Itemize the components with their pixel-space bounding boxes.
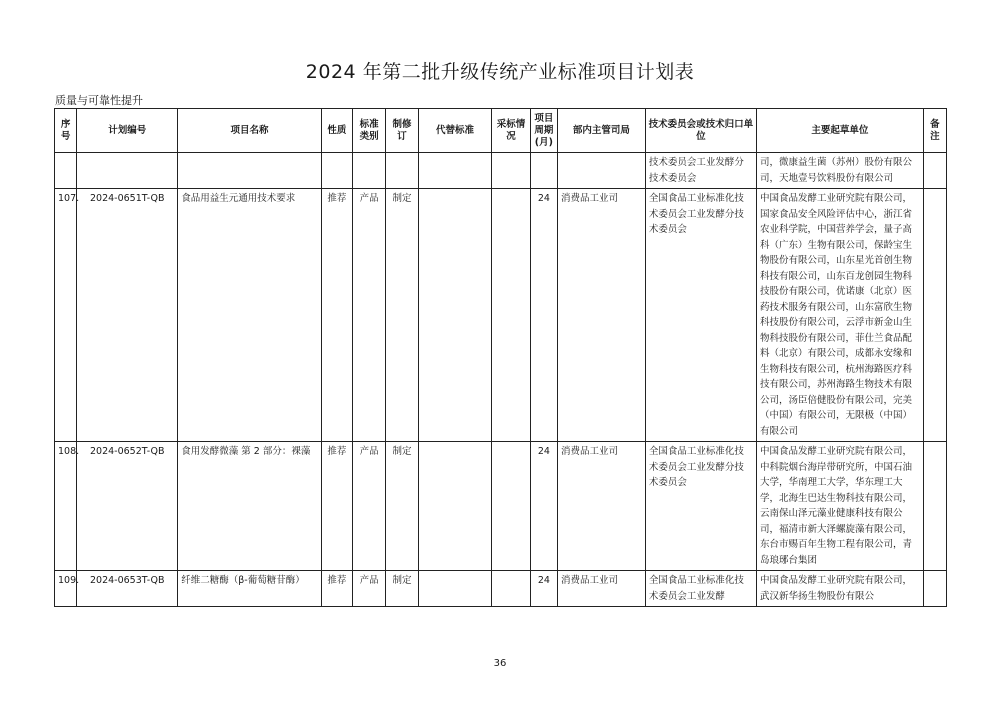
cell-revise: 制定 [386,571,418,607]
cell-category: 产品 [352,189,385,442]
table-row-continued [55,153,947,189]
cell-drafters: 中国食品发酵工业研究院有限公司，中科院烟台海岸带研究所，中国石油大学，华南理工大学，华东理工大学，北海生巴达生物科技有限公司，云南保山泽元藻业健康科技有限公司，福清市新大泽螺旋藻有限公司，东台市赐百年生物工程有限公司，青岛琅琊台集团 [756,442,923,571]
cell-notes [923,189,946,442]
cell-seq: 109. [55,571,77,607]
header-category: 标准类别 [352,109,385,153]
cell-tc: 全国食品工业标准化技术委员会工业发酵分技术委员会 [645,442,756,571]
header-seq: 序号 [55,109,77,153]
header-plan-no: 计划编号 [77,109,178,153]
cell-tc: 技术委员会工业发酵分技术委员会 [645,153,756,189]
cell-name: 食品用益生元通用技术要求 [178,189,321,442]
cell-plan-no: 2024-0651T-QB [77,189,178,442]
document-title: 2024 年第二批升级传统产业标准项目计划表 [305,61,695,83]
header-period: 项目周期(月) [530,109,557,153]
cell-dept: 消费品工业司 [558,442,646,571]
cell-adopted [492,442,530,571]
header-tc: 技术委员会或技术归口单位 [645,109,756,153]
header-adopted: 采标情况 [492,109,530,153]
cell-notes [923,442,946,571]
header-notes: 备注 [923,109,946,153]
cell-dept: 消费品工业司 [558,571,646,607]
cell-period: 24 [530,189,557,442]
cell-revise: 制定 [386,189,418,442]
cell-replaced [418,189,492,442]
cell-replaced [418,442,492,571]
table-row [55,442,947,571]
header-nature: 性质 [321,109,352,153]
cell-period: 24 [530,442,557,571]
cell-nature: 推荐 [321,442,352,571]
cell-tc: 全国食品工业标准化技术委员会工业发酵 [645,571,756,607]
cell-plan-no: 2024-0653T-QB [77,571,178,607]
cell-drafters: 中国食品发酵工业研究院有限公司，武汉新华扬生物股份有限公 [756,571,923,607]
cell-period: 24 [530,571,557,607]
table-row [55,189,947,442]
cell-plan-no: 2024-0652T-QB [77,442,178,571]
cell-tc: 全国食品工业标准化技术委员会工业发酵分技术委员会 [645,189,756,442]
page-number: 36 [493,658,507,669]
cell-revise: 制定 [386,442,418,571]
cell-adopted [492,189,530,442]
cell-nature: 推荐 [321,189,352,442]
table-row [55,571,947,607]
cell-drafters: 司，微康益生菌（苏州）股份有限公司，天地壹号饮料股份有限公司 [756,153,923,189]
cell-name: 纤维二糖酶（β-葡萄糖苷酶） [178,571,321,607]
header-row [55,109,947,153]
cell-dept: 消费品工业司 [558,189,646,442]
header-drafters: 主要起草单位 [756,109,923,153]
cell-category: 产品 [352,571,385,607]
cell-drafters: 中国食品发酵工业研究院有限公司，国家食品安全风险评估中心，浙江省农业科学院，中国营养学会，量子高科（广东）生物有限公司，保龄宝生物股份有限公司，山东星光首创生物科技有限公司，山东百龙创园生物科技股份有限公司，优诺康（北京）医药技术服务有限公司，山东富欣生物科技股份有限公司，云浮市新金山生物科技股份有限公司，菲仕兰食品配料（北京）有限公司，成都永安缘和生物科技有限公司，杭州海路医疗科技有限公司，苏州海路生物技术有限公司，汤臣倍健股份有限公司，完美（中国）有限公司，无限极（中国）有限公司 [756,189,923,442]
plan-table [54,108,947,607]
cell-seq: 108. [55,442,77,571]
cell-seq: 107. [55,189,77,442]
header-revise: 制修订 [386,109,418,153]
cell-notes [923,571,946,607]
section-label: 质量与可靠性提升 [55,94,143,107]
cell-nature: 推荐 [321,571,352,607]
header-dept: 部内主管司局 [558,109,646,153]
cell-adopted [492,571,530,607]
cell-name: 食用发酵微藻 第 2 部分：裸藻 [178,442,321,571]
cell-replaced [418,571,492,607]
header-name: 项目名称 [178,109,321,153]
header-replaced: 代替标准 [418,109,492,153]
cell-category: 产品 [352,442,385,571]
